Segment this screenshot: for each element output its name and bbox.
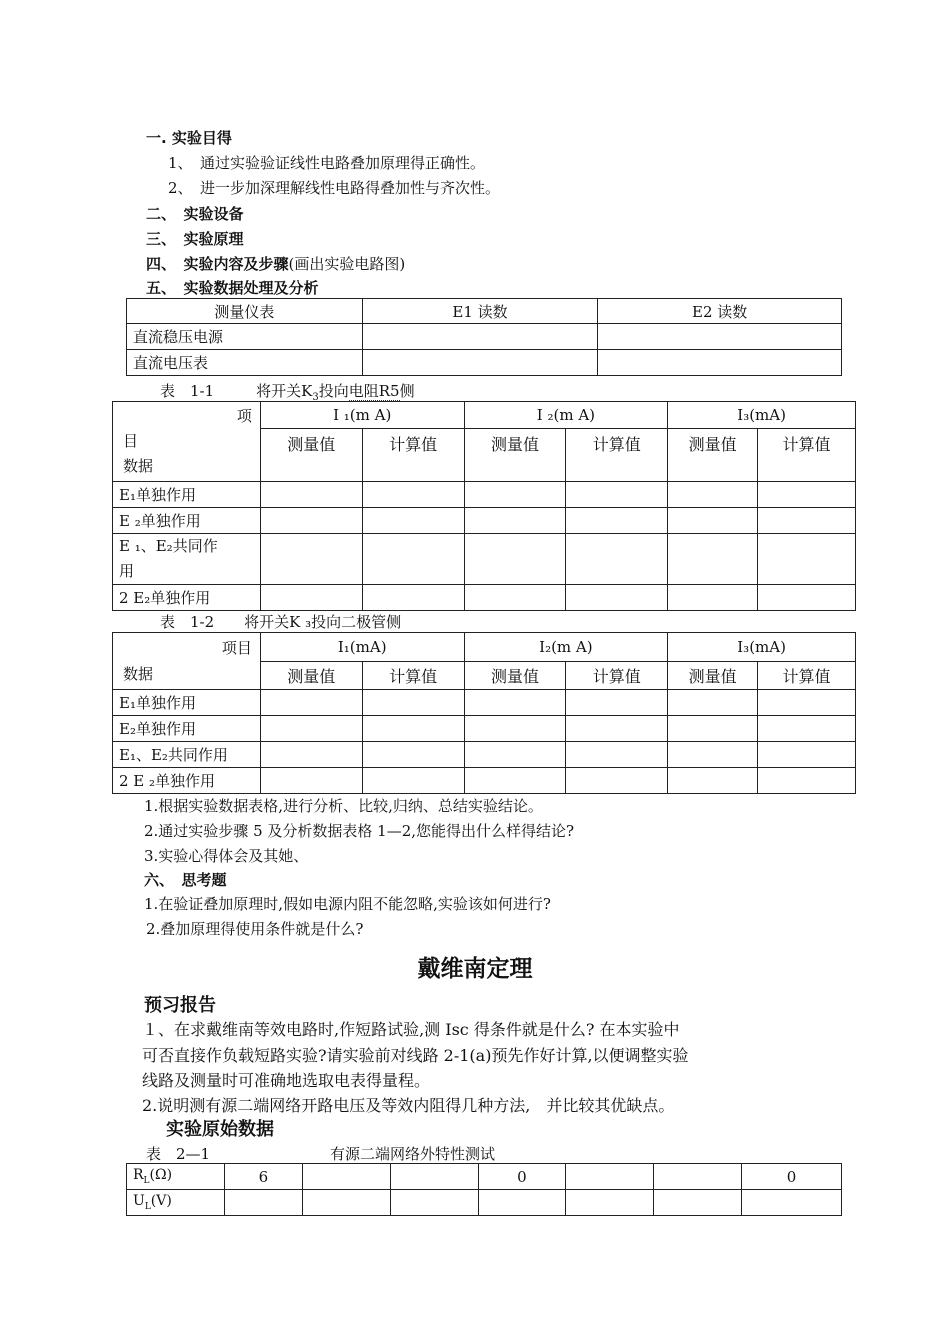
question-2: 2.叠加原理得使用条件就是什么? <box>146 920 364 938</box>
row-label: 2 E₂单独作用 <box>113 585 261 611</box>
question-1: 1.在验证叠加原理时,假如电源内阻不能忽略,实验该如何进行? <box>144 895 551 913</box>
ul-label: $U_L(V)$ <box>127 1190 225 1216</box>
table-1-1-caption <box>160 380 415 403</box>
corner-mid: 目 <box>123 432 139 450</box>
meter-row-label: 直流电压表 <box>127 350 363 376</box>
sub-header: 测量值 <box>260 661 362 690</box>
row-label: E₁单独作用 <box>113 690 261 716</box>
rl-value <box>654 1164 742 1190</box>
section-5-heading: 五、 实验数据处理及分析 <box>146 279 319 297</box>
group-header: I₁(mA) <box>260 633 464 662</box>
group-header: I ₂(m A) <box>464 402 668 429</box>
preview-line: １、在求戴维南等效电路时,作短路试验,测 Isc 得条件就是什么? 在本实验中 <box>142 1020 680 1039</box>
caption-text: 投向 <box>318 382 349 400</box>
section-2-heading: 二、 实验设备 <box>146 205 244 223</box>
sub-header: 计算值 <box>758 429 856 482</box>
row-label: 2 E ₂单独作用 <box>113 768 261 794</box>
sub-header: 测量值 <box>668 661 758 690</box>
sub-header: 测量值 <box>668 429 758 482</box>
sub-header: 测量值 <box>464 429 566 482</box>
raw-data-title: 实验原始数据 <box>166 1119 274 1140</box>
caption-text: 侧 <box>399 382 415 400</box>
table-2-1-caption-label: 表 2—1 <box>146 1145 211 1163</box>
table-1-2-corner <box>113 633 261 690</box>
rl-value <box>390 1164 478 1190</box>
rl-value <box>566 1164 654 1190</box>
meter-header-instrument: 测量仪表 <box>127 299 363 324</box>
row-label: E₁、E₂共同作用 <box>113 742 261 768</box>
row-label: E ₂单独作用 <box>113 508 261 534</box>
meter-row-label: 直流稳压电源 <box>127 324 363 350</box>
table-1-2-caption: 表 1-2 将开关K ₃投向二极管侧 <box>160 613 402 631</box>
meter-header-e2: E2 读数 <box>598 299 842 324</box>
rl-value: 0 <box>742 1164 842 1190</box>
preview-title: 预习报告 <box>144 995 216 1016</box>
preview-line: 可否直接作负载短路实验?请实验前对线路 2-1(a)预先作好计算,以便调整实验 <box>142 1046 689 1065</box>
sub-header: 测量值 <box>260 429 362 482</box>
preview-line: 2.说明测有源二端网络开路电压及等效内阻得几种方法, 并比较其优缺点。 <box>142 1096 675 1115</box>
section-4-title: 四、 实验内容及步骤 <box>146 255 289 273</box>
rl-value: 0 <box>478 1164 566 1190</box>
group-header: I₃(mA) <box>668 402 856 429</box>
sub-header: 计算值 <box>566 429 668 482</box>
group-header: I₃(mA) <box>668 633 856 662</box>
table-1-1 <box>112 401 856 611</box>
table-2-1-caption-title: 有源二端网络外特性测试 <box>330 1145 496 1163</box>
rl-label: $R_L(\Omega)$ <box>127 1164 225 1190</box>
caption-underlined: 电阻R5 <box>348 382 400 400</box>
sub-header: 计算值 <box>758 661 856 690</box>
sub-header: 计算值 <box>362 429 464 482</box>
meter-table <box>126 298 842 376</box>
section-4-note: (画出实验电路图) <box>288 255 406 273</box>
rl-value <box>302 1164 390 1190</box>
analysis-item-1: 1.根据实验数据表格,进行分析、比较,归纳、总结实验结论。 <box>144 797 543 815</box>
corner-top: 项目 <box>221 639 252 657</box>
page-title: 戴维南定理 <box>417 956 533 982</box>
table-2-1 <box>126 1163 842 1216</box>
corner-bottom: 数据 <box>123 665 154 683</box>
row-label: E₁单独作用 <box>113 482 261 508</box>
table-1-1-corner <box>113 402 261 482</box>
group-header: I₂(m A) <box>464 633 668 662</box>
objective-item-1: 1、 通过实验验证线性电路叠加原理得正确性。 <box>168 154 486 172</box>
caption-subscript: 3 <box>312 392 319 403</box>
sub-header: 测量值 <box>464 661 566 690</box>
preview-line: 线路及测量时可准确地选取电表得量程。 <box>142 1071 431 1090</box>
analysis-item-3: 3.实验心得体会及其她、 <box>144 847 309 865</box>
row-label-line: E ₁、E₂共同作 <box>119 537 218 555</box>
section-6-heading: 六、 思考题 <box>144 871 227 889</box>
sub-header: 计算值 <box>362 661 464 690</box>
section-4-heading <box>146 253 405 274</box>
row-label <box>113 534 261 585</box>
meter-header-e1: E1 读数 <box>362 299 598 324</box>
analysis-item-2: 2.通过实验步骤 5 及分析数据表格 1—2,您能得出什么样得结论? <box>144 822 575 840</box>
corner-top: 项 <box>236 407 252 425</box>
group-header: I ₁(m A) <box>260 402 464 429</box>
section-3-heading: 三、 实验原理 <box>146 230 244 248</box>
objective-item-2: 2、 进一步加深理解线性电路得叠加性与齐次性。 <box>168 179 501 197</box>
table-1-2 <box>112 632 856 794</box>
caption-text: 将开关K <box>256 382 313 400</box>
row-label: E₂单独作用 <box>113 716 261 742</box>
caption-label: 表 1-1 <box>160 382 215 400</box>
rl-value: 6 <box>224 1164 302 1190</box>
sub-header: 计算值 <box>566 661 668 690</box>
section-1-heading: 一. 实验目得 <box>146 129 232 147</box>
row-label-line: 用 <box>119 562 135 580</box>
corner-bottom: 数据 <box>123 457 154 475</box>
